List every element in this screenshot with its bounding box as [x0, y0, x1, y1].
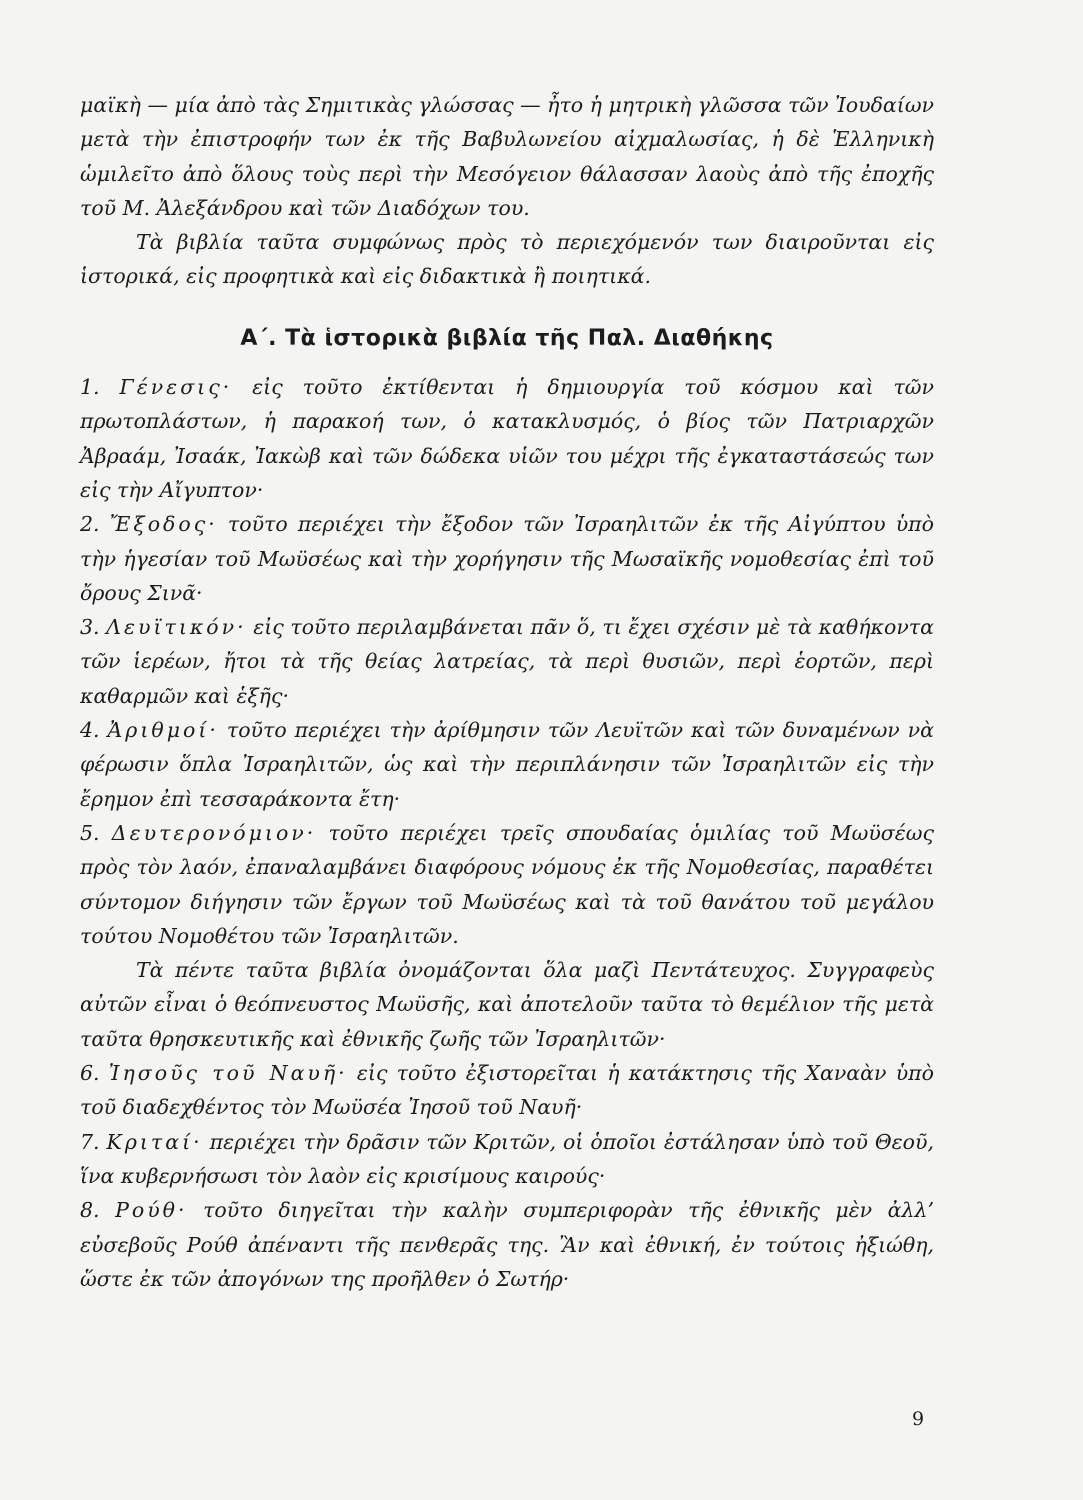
entry-number: 1.	[80, 375, 100, 400]
entry-text: τοῦτο διηγεῖται τὴν καλὴν συμπεριφορὰν τῆς ἐθνικῆς μὲν ἀλλ’ εὐσεβοῦς Ρούθ ἀπέναντι τῆς πενθερᾶς της. Ἂν καὶ ἐθνική, ἐν τούτοις ἠξιώθη, ὥστε ἐκ τῶν ἀπογόνων της προῆλθεν ὁ Σωτήρ·	[80, 1198, 934, 1291]
page-number: 9	[912, 1408, 925, 1430]
entry-number: 3.	[80, 615, 100, 640]
book-entry-numbers	[80, 713, 934, 816]
entry-title: Δευτερονόμιον·	[111, 820, 317, 845]
entry-title: Ἔξοδος·	[109, 512, 218, 537]
entry-number: 6.	[80, 1061, 100, 1086]
entry-number: 8.	[80, 1198, 100, 1223]
entry-title: Γένεσις·	[119, 375, 233, 400]
entry-number: 2.	[80, 512, 100, 537]
entry-text: τοῦτο περιέχει τὴν ἔξοδον τῶν Ἰσραηλιτῶν ἐκ τῆς Αἰγύπτου ὑπὸ τὴν ἡγεσίαν τοῦ Μωϋσέως καὶ τὴν χορήγησιν τῆς Μωσαϊκῆς νομοθεσίας ἐπὶ τοῦ ὄρους Σινᾶ·	[80, 512, 934, 605]
book-entry-genesis	[80, 370, 934, 507]
intro-paragraph-1: μαϊκὴ — μία ἀπὸ τὰς Σημιτικὰς γλώσσας — ἦτο ἡ μητρικὴ γλῶσσα τῶν Ἰουδαίων μετὰ τὴν ἐπιστροφήν των ἐκ τῆς Βαβυλωνείου αἰχμαλωσίας, ἡ δὲ Ἑλληνικὴ ὡμιλεῖτο ἀπὸ ὅλους τοὺς περὶ τὴν Μεσόγειον θάλασσαν λαοὺς ἀπὸ τῆς ἐποχῆς τοῦ Μ. Ἀλεξάνδρου καὶ τῶν Διαδόχων του.	[80, 93, 934, 220]
entry-text: εἰς τοῦτο περιλαμβάνεται πᾶν ὅ, τι ἔχει σχέσιν μὲ τὰ καθήκοντα τῶν ἱερέων, ἤτοι τὰ τῆς θείας λατρείας, τὰ περὶ θυσιῶν, περὶ ἑορτῶν, περὶ καθαρμῶν καὶ ἑξῆς·	[80, 615, 934, 708]
main-text	[80, 88, 934, 1296]
entry-text: τοῦτο περιέχει τὴν ἀρίθμησιν τῶν Λευϊτῶν καὶ τῶν δυναμένων νὰ φέρωσιν ὅπλα Ἰσραηλιτῶν, ὡς καὶ τὴν περιπλάνησιν τῶν Ἰσραηλιτῶν εἰς τὴν ἔρημον ἐπὶ τεσσαράκοντα ἔτη·	[80, 718, 934, 811]
book-entry-exodus	[80, 507, 934, 610]
section-heading: Α΄. Τὰ ἱστορικὰ βιβλία τῆς Παλ. Διαθήκης	[240, 325, 774, 351]
entry-title: Ἰησοῦς τοῦ Ναυῆ·	[108, 1061, 348, 1086]
entry-title: Κριταί·	[106, 1129, 203, 1154]
entry-number: 4.	[80, 718, 100, 743]
pentateuch-note: Τὰ πέντε ταῦτα βιβλία ὀνομάζονται ὅλα μαζὶ Πεντάτευχος. Συγγραφεὺς αὐτῶν εἶναι ὁ θεόπνευστος Μωϋσῆς, καὶ ἀποτελοῦν ταῦτα τὸ θεμέλιον τῆς μετὰ ταῦτα θρησκευτικῆς καὶ ἐθνικῆς ζωῆς τῶν Ἰσραηλιτῶν·	[80, 958, 934, 1051]
book-entry-leviticus	[80, 610, 934, 713]
book-entry-joshua	[80, 1056, 934, 1125]
entry-text: περιέχει τὴν δρᾶσιν τῶν Κριτῶν, οἱ ὁποῖοι ἐστάλησαν ὑπὸ τοῦ Θεοῦ, ἵνα κυβερνήσωσι τὸν λαὸν εἰς κρισίμους καιρούς·	[80, 1129, 934, 1188]
book-entry-ruth	[80, 1193, 934, 1296]
entry-text: τοῦτο περιέχει τρεῖς σπουδαίας ὁμιλίας τοῦ Μωϋσέως πρὸς τὸν λαόν, ἐπαναλαμβάνει διαφόρους νόμους ἐκ τῆς Νομοθεσίας, παραθέτει σύντομον διήγησιν τῶν ἔργων τοῦ Μωϋσέως καὶ τὰ τοῦ θανάτου τοῦ μεγάλου τούτου Νομοθέτου τῶν Ἰσραηλιτῶν.	[80, 820, 934, 948]
entry-text: εἰς τοῦτο ἐκτίθενται ἡ δημιουργία τοῦ κόσμου καὶ τῶν πρωτοπλάστων, ἡ παρακοή των, ὁ κατακλυσμός, ὁ βίος τῶν Πατριαρχῶν Ἀβραάμ, Ἰσαάκ, Ἰακὼβ καὶ τῶν δώδεκα υἱῶν του μέχρι τῆς ἐγκαταστάσεώς των εἰς τὴν Αἴγυπτον·	[80, 375, 934, 502]
entry-number: 7.	[80, 1129, 100, 1154]
book-entry-deuteronomy	[80, 816, 934, 953]
intro-paragraph-2: Τὰ βιβλία ταῦτα συμφώνως πρὸς τὸ περιεχόμενόν των διαιροῦνται εἰς ἱστορικά, εἰς προφητικὰ καὶ εἰς διδακτικὰ ἢ ποιητικά.	[80, 230, 934, 289]
entry-number: 5.	[80, 820, 100, 845]
entry-text: εἰς τοῦτο ἐξιστορεῖται ἡ κατάκτησις τῆς Χαναὰν ὑπὸ τοῦ διαδεχθέντος τὸν Μωϋσέα Ἰησοῦ τοῦ Ναυῆ·	[80, 1061, 934, 1120]
entry-title: Ἀριθμοί·	[107, 718, 219, 743]
entry-title: Λευϊτικόν·	[106, 615, 247, 640]
book-entry-judges	[80, 1125, 934, 1194]
entry-title: Ρούθ·	[115, 1198, 188, 1223]
